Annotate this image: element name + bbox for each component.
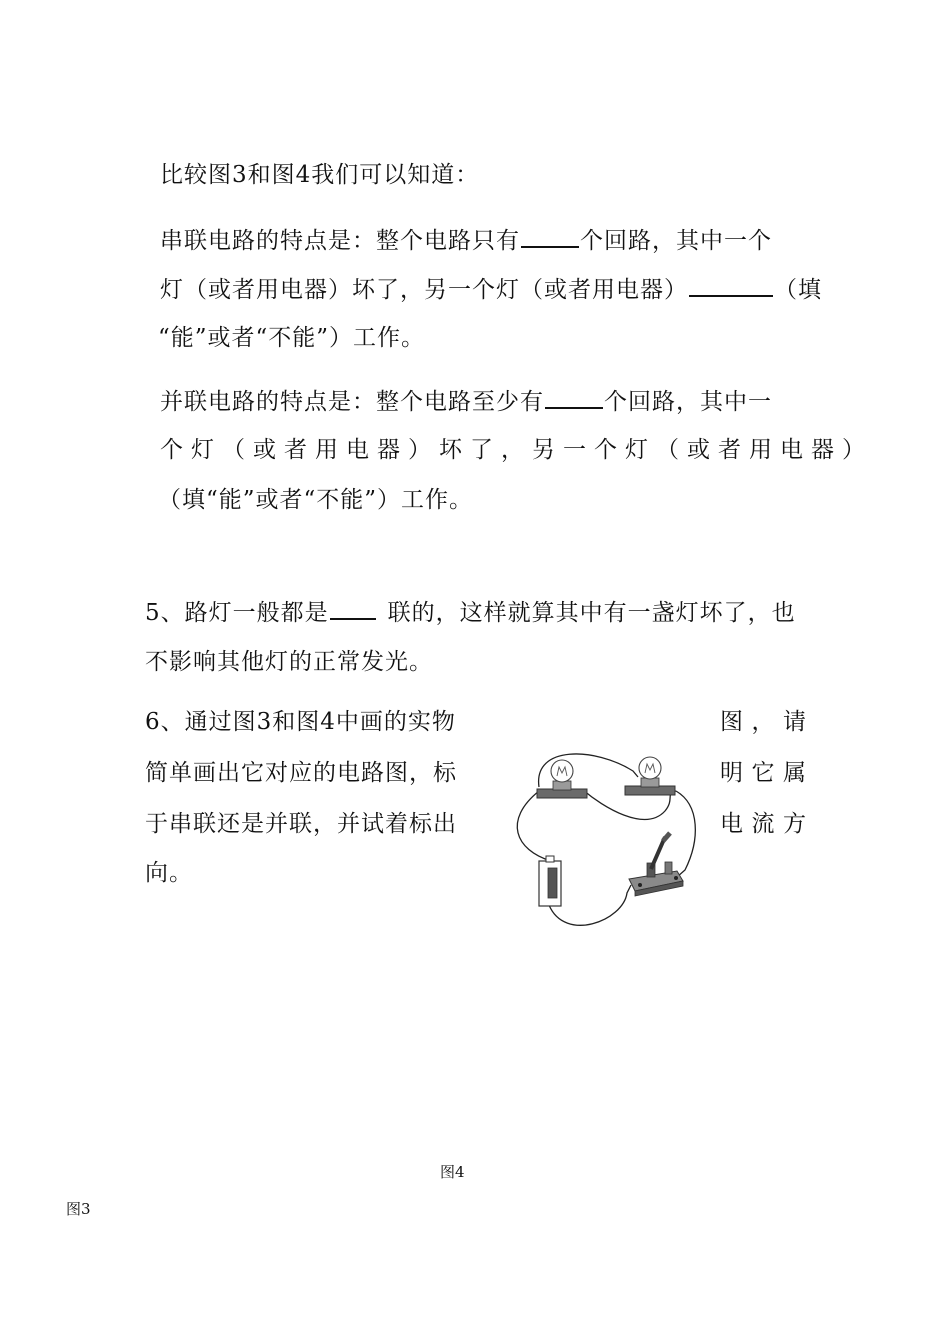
q6-right-line-3 [720,809,806,839]
series-line-1 [160,224,772,256]
q5-line-1 [145,596,796,628]
q6-right-2-char-b: 它 [751,760,775,786]
parallel-line-1 [160,385,772,417]
q5-answer-blank[interactable] [330,596,376,620]
q6-left-line-4: 向。 [145,860,193,886]
knife-switch [629,833,683,896]
q6-right-2-char-c: 属 [783,760,806,786]
q6-right-1-char-a: 图 [720,709,743,735]
series-line-2 [160,273,822,305]
q6-right-3-char-b: 流 [751,811,775,837]
q6-right-3-char-c: 方 [783,811,806,837]
q6-left-line-2: 简单画出它对应的电路图，标 [145,760,457,786]
circuit-figure [505,745,705,930]
q6-left-line-1: 6、通过图3和图4中画的实物 [145,709,456,735]
parallel-loop-count-blank[interactable] [545,385,603,409]
intro-text: 比较图3和图4我们可以知道： [160,162,480,188]
bulb-2 [625,757,675,795]
battery [539,856,561,906]
series-line-1-start: 串联电路的特点是：整个电路只有 [160,228,520,254]
series-line-2-end: （填 [774,277,822,303]
q5-line-2: 不影响其他灯的正常发光。 [145,649,433,675]
series-line-2-start: 灯（或者用电器）坏了，另一个灯（或者用电器） [160,277,688,303]
series-line-3: “能”或者“不能”）工作。 [158,325,426,351]
series-loop-count-blank[interactable] [521,224,579,248]
parallel-line-1-end: 个回路，其中一 [604,389,772,415]
q6-right-line-2 [720,758,806,788]
parallel-line-3: （填“能”或者“不能”）工作。 [158,487,474,513]
q5-line-1-end: 联的，这样就算其中有一盏灯坏了，也 [387,600,796,626]
figure-4-caption: 图4 [440,1163,465,1181]
parallel-line-2: 个灯（或者用电器）坏了，另一个灯（或者用电器） [160,437,873,463]
q6-right-1-char-c: 请 [783,709,806,735]
wire-right-to-switch [676,791,695,877]
wire-left-to-battery [517,791,551,861]
q5-line-1-start: 5、路灯一般都是 [145,600,329,626]
q6-left-line-3: 于串联还是并联，并试着标出 [145,811,457,837]
q6-right-line-1 [720,707,806,737]
series-line-1-end: 个回路，其中一个 [580,228,772,254]
q6-right-3-char-a: 电 [720,811,743,837]
figure-3-caption: 图3 [66,1200,91,1218]
series-work-blank[interactable] [689,273,773,297]
q6-right-1-char-b: ， [751,709,775,735]
q6-right-2-char-a: 明 [720,760,743,786]
parallel-line-1-start: 并联电路的特点是：整个电路至少有 [160,389,544,415]
